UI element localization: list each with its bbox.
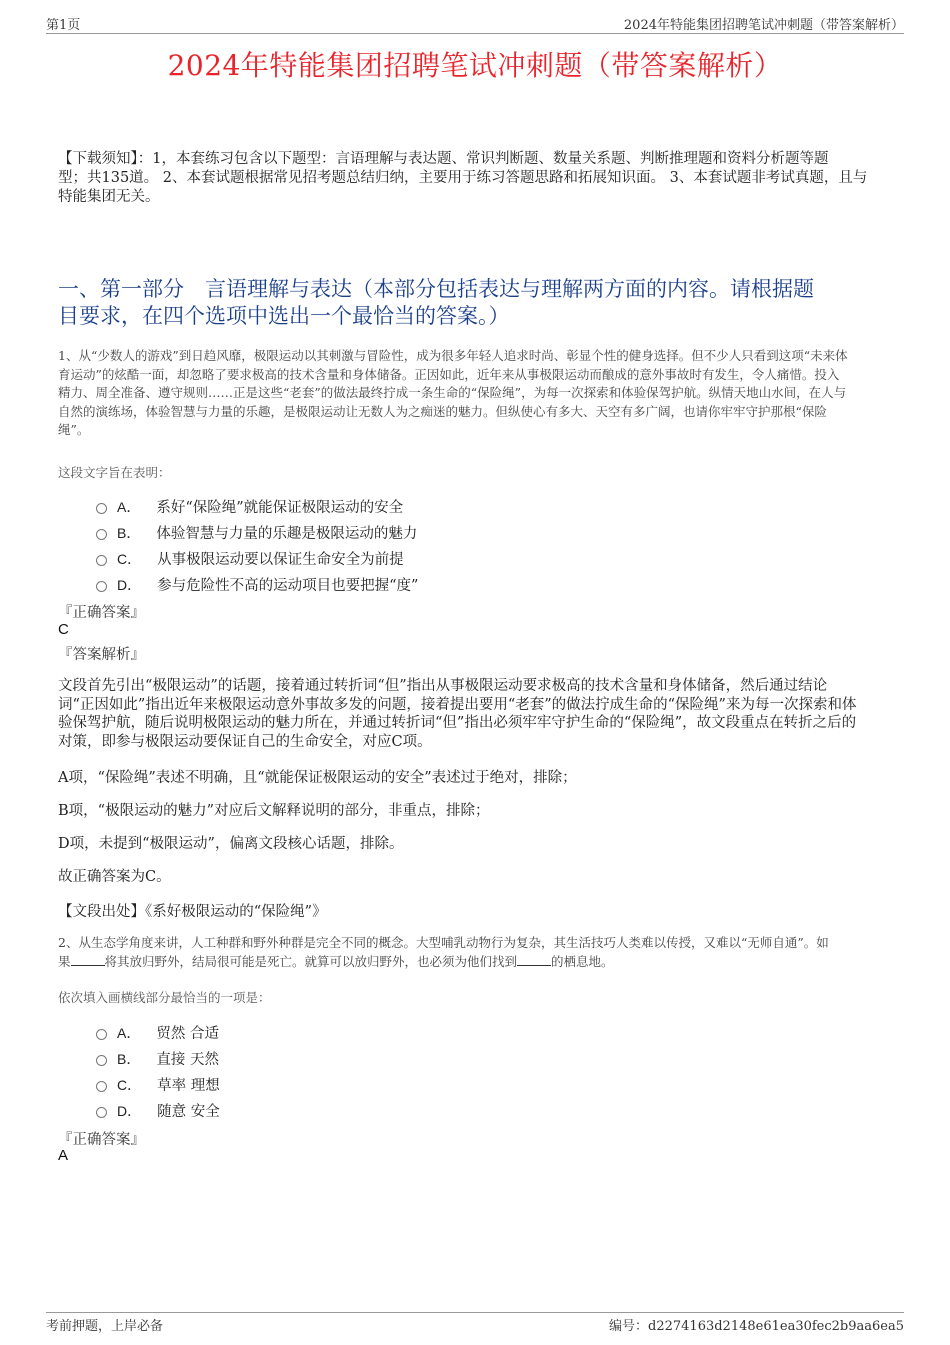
section-heading <box>58 276 898 330</box>
question-line: 自然的演练场，体验智慧与力量的乐趣，是极限运动让无数人为之痴迷的魅力。但纵使心有多大、天空有多广阔，也请你牢牢守护那根“保险 <box>58 403 827 419</box>
notice-line: 【下载须知】：1，本套练习包含以下题型：言语理解与表达题、常识判断题、数量关系题、判断推理题和资料分析题等题 <box>58 151 829 167</box>
conclusion: 故正确答案为C。 <box>58 869 171 885</box>
option-text: 体验智慧与力量的乐趣是极限运动的魅力 <box>156 526 418 542</box>
option-note: A项，“保险绳”表述不明确，且“就能保证极限运动的安全”表述过于绝对，排除； <box>58 770 577 786</box>
question-line: 精力、周全准备、遵守规则……正是这些“老套”的做法最终拧成一条生命的“保险绳”，为每一次探索和体验保驾护航。纵情天地山水间，在人与 <box>58 385 847 400</box>
correct-answer: A <box>58 1147 69 1164</box>
section-heading-line: 一、第一部分 言语理解与表达（本部分包括表达与理解两方面的内容。请根据题 <box>58 277 814 301</box>
question-text-segment: 将其放归野外，结局很可能是死亡。就算可以放归野外，也必须为他们找到 <box>104 953 518 969</box>
page-title: 2024年特能集团招聘笔试冲刺题（带答案解析） <box>167 49 783 82</box>
radio-icon[interactable] <box>96 555 107 566</box>
option-c[interactable] <box>96 1074 220 1095</box>
option-text: 随意 安全 <box>157 1104 220 1120</box>
option-a[interactable] <box>96 1022 219 1043</box>
option-text: 参与危险性不高的运动项目也要把握“度” <box>157 578 419 594</box>
option-text: 草率 理想 <box>157 1078 220 1094</box>
question-2-text <box>58 934 898 971</box>
option-note: D项，未提到“极限运动”，偏离文段核心话题，排除。 <box>58 836 404 852</box>
analysis-line: 验保驾护航，随后说明极限运动的魅力所在，并通过转折词“但”指出必须牢牢守护生命的“保险绳”，故文段重点在转折之后的 <box>58 715 857 731</box>
option-letter: A． <box>117 498 141 515</box>
analysis-line: 对策，即参与极限运动要保证自己的生命安全，对应C项。 <box>58 733 432 750</box>
question-text-segment: 的栖息地。 <box>551 953 614 969</box>
analysis-label: 『答案解析』 <box>58 647 145 663</box>
question-line: 1、从“少数人的游戏”到日趋风靡，极限运动以其刺激与冒险性，成为很多年轻人追求时尚、彰显个性的健身选择。但不少人只看到这项“未来体 <box>58 348 848 363</box>
option-letter: D． <box>117 1102 142 1119</box>
notice-line: 型；共135道。 2、本套试题根据常见招考题总结归纳，主要用于练习答题思路和拓展知识面。 3、本套试题非考试真题，且与 <box>58 170 868 186</box>
option-b[interactable] <box>96 522 417 543</box>
option-letter: C． <box>117 1076 142 1093</box>
section-heading-line: 目要求，在四个选项中选出一个最恰当的答案。） <box>58 304 510 328</box>
download-notice <box>58 150 898 207</box>
option-letter: B． <box>117 524 141 541</box>
fill-blank[interactable] <box>517 953 551 966</box>
radio-icon[interactable] <box>96 1107 107 1118</box>
option-note: B项，“极限运动的魅力”对应后文解释说明的部分，非重点，排除； <box>58 803 490 819</box>
option-letter: C． <box>117 550 142 567</box>
correct-answer-label: 『正确答案』 <box>58 605 145 621</box>
question-line: 2、从生态学角度来讲，人工种群和野外种群是完全不同的概念。大型哺乳动物行为复杂，其生活技巧人类难以传授，又难以“无师自通”。如 <box>58 935 829 950</box>
answer-analysis <box>58 677 898 751</box>
question-2-prompt: 依次填入画横线部分最恰当的一项是： <box>58 990 271 1005</box>
correct-answer-label: 『正确答案』 <box>58 1132 145 1148</box>
question-line <box>58 953 898 972</box>
option-d[interactable] <box>96 574 418 595</box>
question-1-prompt: 这段文字旨在表明： <box>58 465 171 480</box>
notice-line: 特能集团无关。 <box>58 189 160 205</box>
radio-icon[interactable] <box>96 581 107 592</box>
page-number: 第1页 <box>46 18 81 33</box>
option-d[interactable] <box>96 1100 220 1121</box>
analysis-line: 文段首先引出“极限运动”的话题，接着通过转折词“但”指出从事极限运动要求极高的技术含量和身体储备，然后通过结论 <box>58 678 828 694</box>
option-text: 从事极限运动要以保证生命安全为前提 <box>157 552 404 568</box>
question-line: 绳”。 <box>58 422 90 437</box>
option-letter: D． <box>117 576 142 593</box>
footer-divider <box>46 1312 904 1313</box>
option-letter: B． <box>117 1050 141 1067</box>
radio-icon[interactable] <box>96 529 107 540</box>
question-line: 育运动”的炫酷一面，却忽略了要求极高的技术含量和身体储备。正因如此，近年来从事极限运动而酿成的意外事故时有发生，令人痛惜。投入 <box>58 366 840 382</box>
radio-icon[interactable] <box>96 1029 107 1040</box>
text-source: 【文段出处】《系好极限运动的“保险绳”》 <box>58 904 327 920</box>
question-1-text <box>58 347 898 440</box>
analysis-line: 词“正因如此”指出近年来极限运动意外事故多发的问题，接着提出要用“老套”的做法拧成生命的“保险绳”来为每一次探索和体 <box>58 696 857 713</box>
option-text: 系好“保险绳”就能保证极限运动的安全 <box>156 500 404 516</box>
option-a[interactable] <box>96 496 403 517</box>
correct-answer: C <box>58 621 69 638</box>
radio-icon[interactable] <box>96 1081 107 1092</box>
option-text: 贸然 合适 <box>156 1026 219 1042</box>
option-b[interactable] <box>96 1048 219 1069</box>
option-letter: A． <box>117 1024 141 1041</box>
option-text: 直接 天然 <box>156 1052 219 1068</box>
document-id: 编号：d2274163d2148e61ea30fec2b9aa6ea5 <box>609 1319 904 1334</box>
header-doc-title: 2024年特能集团招聘笔试冲刺题（带答案解析） <box>623 18 904 33</box>
question-text-segment: 果 <box>58 953 71 969</box>
radio-icon[interactable] <box>96 1055 107 1066</box>
fill-blank[interactable] <box>71 953 105 966</box>
radio-icon[interactable] <box>96 503 107 514</box>
footer-slogan: 考前押题，上岸必备 <box>46 1319 164 1334</box>
option-c[interactable] <box>96 548 404 569</box>
header-divider <box>46 33 904 34</box>
